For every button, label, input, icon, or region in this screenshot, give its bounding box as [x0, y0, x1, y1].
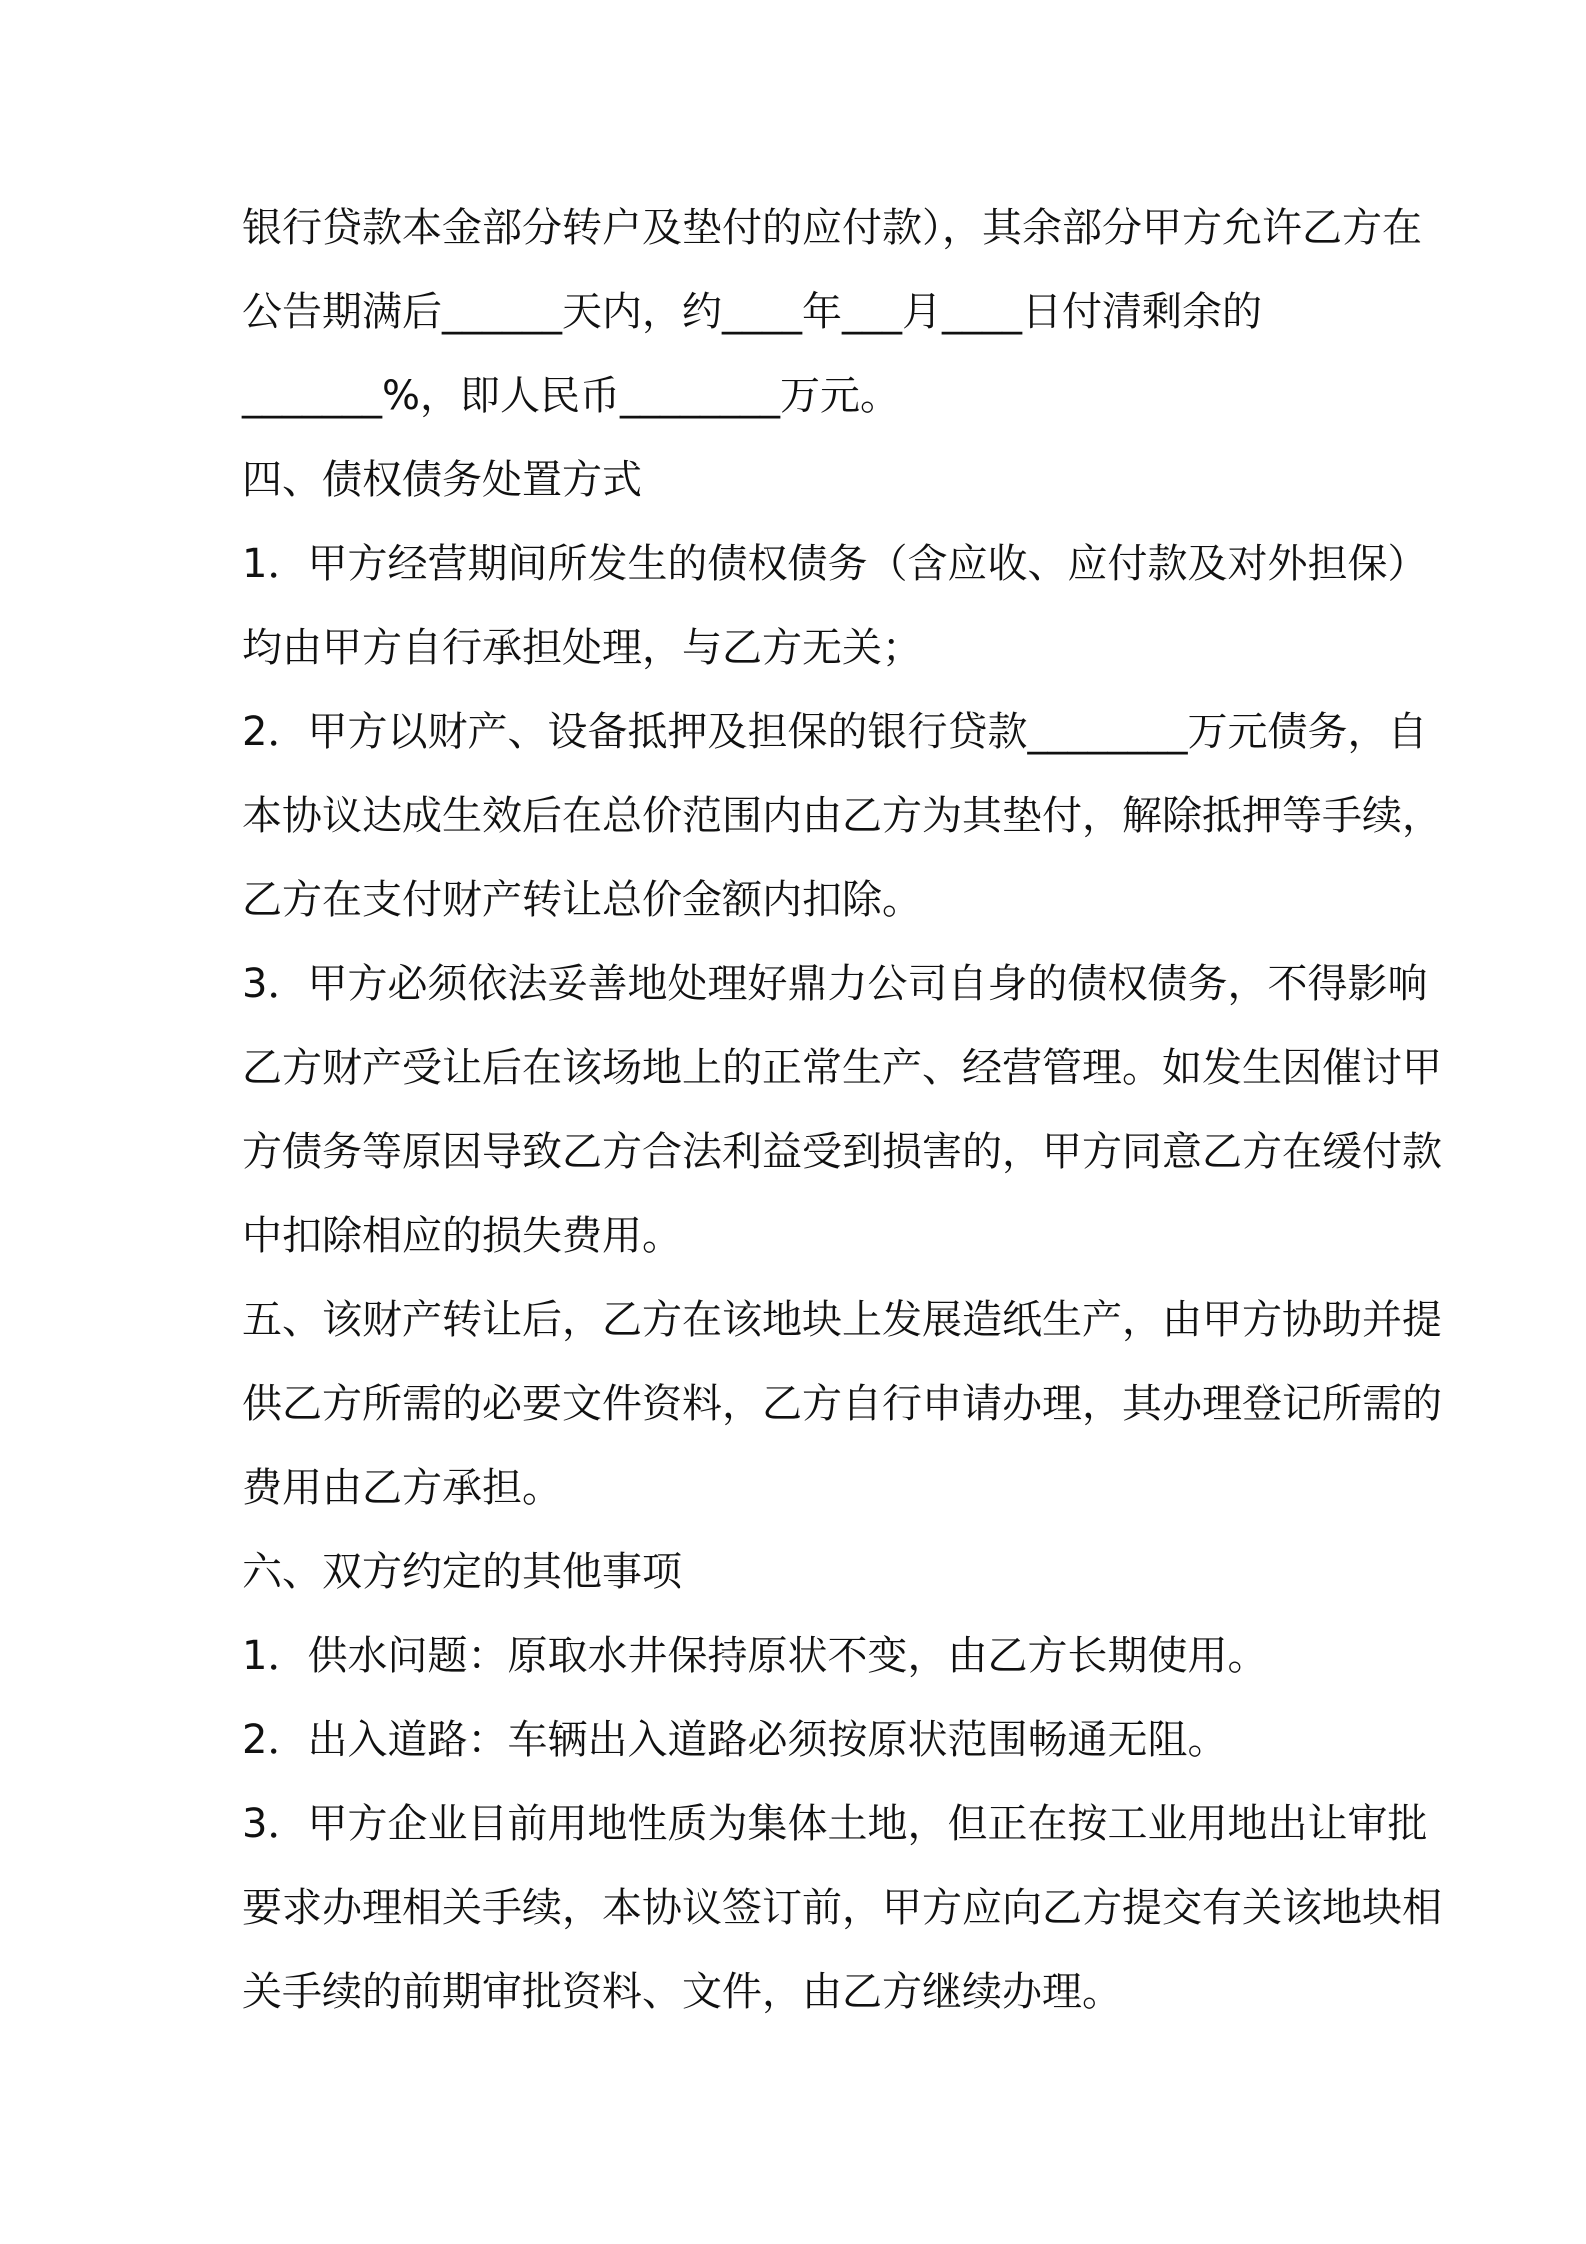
body-line: 2．出入道路：车辆出入道路必须按原状范围畅通无阻。 — [242, 1717, 1228, 1763]
body-line: 3．甲方必须依法妥善地处理好鼎力公司自身的债权债务，不得影响 — [242, 961, 1428, 1007]
body-line: 中扣除相应的损失费用。 — [242, 1213, 682, 1259]
body-line: 关手续的前期审批资料、文件，由乙方继续办理。 — [242, 1969, 1122, 2015]
body-line: 1．供水问题：原取水井保持原状不变，由乙方长期使用。 — [242, 1633, 1268, 1679]
body-line: 2．甲方以财产、设备抵押及担保的银行贷款________万元债务，自 — [242, 709, 1428, 755]
body-line: 方债务等原因导致乙方合法利益受到损害的，甲方同意乙方在缓付款 — [242, 1129, 1442, 1175]
body-line: _______%，即人民币________万元。 — [242, 373, 901, 419]
body-line: 3．甲方企业目前用地性质为集体土地，但正在按工业用地出让审批 — [242, 1801, 1428, 1847]
section-heading: 四、债权债务处置方式 — [242, 457, 642, 503]
body-line: 本协议达成生效后在总价范围内由乙方为其垫付，解除抵押等手续， — [242, 793, 1442, 839]
body-line: 供乙方所需的必要文件资料，乙方自行申请办理，其办理登记所需的 — [242, 1381, 1442, 1427]
body-line: 公告期满后______天内，约____年___月____日付清剩余的 — [242, 289, 1262, 335]
body-line: 乙方在支付财产转让总价金额内扣除。 — [242, 877, 922, 923]
section-heading: 六、双方约定的其他事项 — [242, 1549, 682, 1595]
body-line: 银行贷款本金部分转户及垫付的应付款），其余部分甲方允许乙方在 — [242, 205, 1422, 251]
body-line: 乙方财产受让后在该场地上的正常生产、经营管理。如发生因催讨甲 — [242, 1045, 1442, 1091]
section-heading: 五、该财产转让后，乙方在该地块上发展造纸生产，由甲方协助并提 — [242, 1297, 1442, 1343]
body-line: 均由甲方自行承担处理，与乙方无关； — [242, 625, 922, 671]
body-line: 要求办理相关手续，本协议签订前，甲方应向乙方提交有关该地块相 — [242, 1885, 1442, 1931]
body-line: 费用由乙方承担。 — [242, 1465, 562, 1511]
body-line: 1．甲方经营期间所发生的债权债务（含应收、应付款及对外担保） — [242, 541, 1428, 587]
